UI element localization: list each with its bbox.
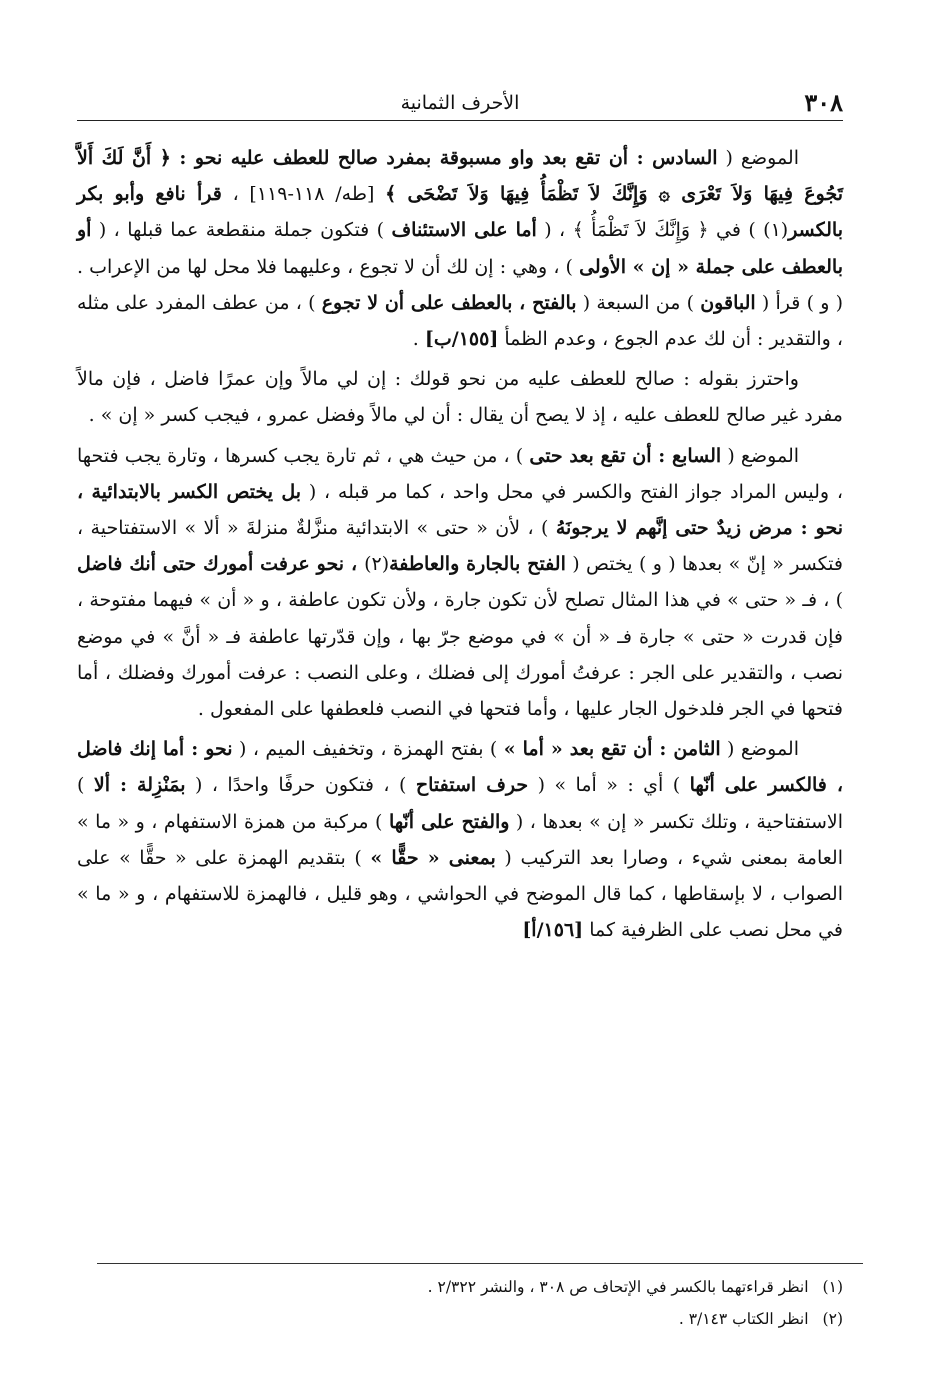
footnote-marker: (٢): [364, 553, 390, 576]
text-run: الموضع (: [717, 147, 799, 169]
bold-text-run: أما على الاستئناف: [391, 219, 537, 242]
footnote-1: [77, 1271, 843, 1303]
text-run: ) ، فـ « حتى » في هذا المثال تصلح لأن تكون جارة ، ولأن تكون عاطفة ، و « أن » فيهما مفتوحة ، فإن قدرت « حتى » جارة فـ « أن » في موضع جرّ بها ، وإن قدّرتها عاطفة فـ « أنَّ » في موضع نصب ، والتقدير على الجر : عرفتُ أمورك إلى فضلك ، وعلى النصب : عرفت أمورك وفضلك ، أما فتحها في الجر فلدخول الجار عليها ، وأما فتحها في النصب فلعطفها على المفعول .: [77, 589, 843, 721]
text-run: (١) ) في ﴿ وَإِنَّكَ لاَ تَظْمَأُ ﴾ ، (: [536, 219, 789, 242]
paragraph-eighth-position: [77, 731, 843, 948]
bold-text-run: والفتح على أنّها: [388, 810, 510, 833]
bold-text-run: السابع : أن تقع بعد حتى: [529, 444, 722, 467]
text-run: .: [412, 328, 425, 351]
paragraph-seventh-position: [77, 438, 843, 728]
main-text: [77, 140, 843, 948]
text-run: ) بتقديم الهمزة على « حقًّا » على الصواب ، لا بإسقاطها ، كما قال الموضح في الحواشي ، وهو قليل ، فالهمزة للاستفهام ، و « ما » في محل نصب على الظرفية كما: [77, 846, 843, 942]
running-title: الأحرف الثمانية: [400, 92, 520, 114]
bold-text-run: نحو : أما إنك فاضل ، فالكسر على أنّها: [77, 738, 844, 797]
paragraph-sixth-position: [77, 140, 843, 357]
text-run: ) الاستفتاحية ، وتلك تكسر « إن » بعدها ، (: [77, 774, 843, 833]
text-run: الموضع (: [720, 738, 800, 761]
text-run: ) ، من حيث هي ، ثم تارة يجب كسرها ، وتارة يجب فتحها ، وليس المراد جواز الفتح والكسر في محل واحد ، كما مر قبله ، (: [77, 444, 843, 503]
footnote-2: [77, 1303, 843, 1335]
text-run: ) مركبة من همزة الاستفهام ، و « ما » العامة بمعنى شيء ، وصارا بعد التركيب (: [77, 810, 844, 869]
bold-text-run: الباقون: [700, 291, 756, 314]
bold-text-run: ، نحو عرفت أمورك حتى أنك فاضل: [77, 553, 365, 576]
text-run: ) فتكون جملة منقطعة عما قبلها ، (: [91, 219, 392, 242]
footnote-number: (١): [822, 1278, 843, 1296]
page-number: ٣٠٨: [804, 88, 843, 117]
manuscript-folio-marker: [١٥٦/أ]: [522, 919, 584, 942]
footnote-number: (٢): [822, 1310, 843, 1328]
citation-reference: [طه/ ١١٨-١١٩] ،: [221, 183, 386, 206]
text-run: ) ، من عطف المفرد على مثله ، والتقدير : أن لك عدم الجوع ، وعدم الظمأ: [77, 291, 843, 351]
bold-text-run: السادس : أن تقع بعد واو مسبوقة بمفرد صالح للعطف عليه نحو : ﴿ أَنَّ لَكَ أَلاَّ تَجُوعَ فِيهَا وَلاَ تَعْرَى ۞ وَإِنَّكَ لاَ تَظْمَأُ فِيهَا وَلاَ تَضْحَى ﴾: [77, 147, 844, 206]
bold-text-run: حرف استفتاح: [415, 774, 529, 797]
text-run: الموضع (: [721, 444, 800, 467]
text-run: ) بفتح الهمزة ، وتخفيف الميم ، (: [232, 738, 504, 761]
footnote-text: انظر قراءتهما بالكسر في الإتحاف ص ٣٠٨ ، والنشر ٢/٣٢٢ .: [427, 1278, 809, 1296]
bold-text-run: بل يختص الكسر بالابتدائية ، نحو : مرض زيدٌ حتى إنَّهم لا يرجونَهُ: [77, 480, 843, 540]
footnotes: [77, 1271, 843, 1335]
text-run: ) أي : « أما » (: [528, 774, 690, 797]
manuscript-folio-marker: [١٥٥/ب]: [424, 328, 499, 351]
page-header: [77, 86, 843, 121]
paragraph-exclusion-note: واحترز بقوله : صالح للعطف عليه من نحو قولك : إن لي مالاً وإن عمرًا فاضل ، فإن مالاً مفرد غير صالح للعطف عليه ، إذ لا يصح أن يقال : أن لي مالاً وفضل عمرو ، فيجب كسر « إن » .: [77, 368, 843, 427]
text-run: ) ، وهي : إن لك أن لا تجوع ، وعليهما فلا محل لها من الإعراب . ( و ) قرأ (: [77, 255, 843, 314]
bold-text-run: بمعنى « حقًّا »: [370, 846, 496, 869]
text-run: ) من السبعة (: [576, 291, 701, 314]
bold-text-run: أو بالعطف على جملة « إن » الأولى: [77, 219, 843, 278]
bold-text-run: بالفتح ، بالعطف على أن لا تجوع: [321, 291, 577, 314]
text-run: ) ، لأن « حتى » الابتدائية منزَّلةٌ منزلةَ « ألا » الاستفتاحية ، فتكسر « إنّ » بعدها ( و ) يختص (: [77, 517, 843, 576]
bold-text-run: بمَنْزِلة : ألا: [93, 774, 186, 797]
footnote-divider: [97, 1263, 863, 1264]
bold-text-run: الثامن : أن تقع بعد « أما »: [503, 738, 721, 761]
bold-text-run: الفتح بالجارة والعاطفة: [389, 553, 566, 576]
footnote-text: انظر الكتاب ٣/١٤٣ .: [678, 1310, 809, 1328]
bold-text-run: قرأ نافع وأبو بكر بالكسر: [77, 183, 843, 242]
text-run: ) ، فتكون حرفًا واحدًا ، (: [185, 774, 416, 797]
